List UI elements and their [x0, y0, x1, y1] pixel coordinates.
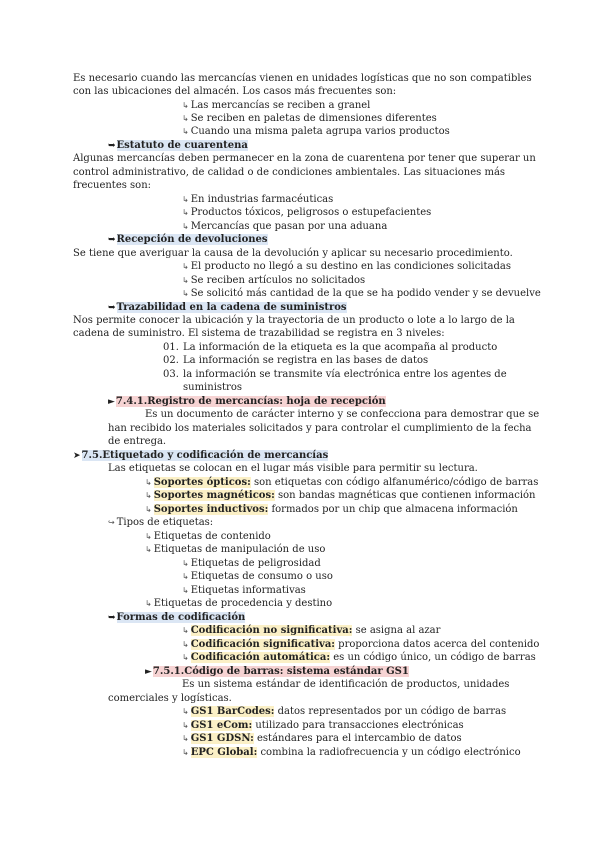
list-item: ↳ Soportes inductivos: formados por un chip que almacena información	[145, 504, 518, 515]
return-arrow-icon: ↳	[182, 653, 189, 662]
triangle-bullet-icon: ►	[145, 667, 152, 677]
return-arrow-icon: ↳	[182, 721, 189, 730]
return-arrow-icon: ↳	[182, 276, 189, 285]
return-arrow-icon: ↳	[182, 586, 189, 595]
paragraph-line: Las etiquetas se colocan en el lugar más visible para permitir su lectura.	[108, 463, 478, 474]
list-item: ↳ GS1 eCom: utilizado para transacciones electrónicas	[182, 720, 464, 731]
return-arrow-icon: ↳	[182, 626, 189, 635]
paragraph-line: comerciales y logísticas.	[108, 693, 232, 704]
return-arrow-icon: ↳	[182, 640, 189, 649]
numbered-item: 02. La información se registra en las bases de datos	[163, 355, 429, 366]
return-arrow-icon: ↳	[182, 222, 189, 231]
list-item: ↳ GS1 GDSN: estándares para el intercambio de datos	[182, 733, 462, 744]
paragraph-line: Algunas mercancías deben permanecer en la zona de cuarentena por tener que superar un	[73, 153, 536, 164]
paragraph-line: cadena de suministro. El sistema de trazabilidad se registra en 3 niveles:	[73, 328, 445, 339]
arrow-bullet-icon: ➤	[73, 451, 81, 461]
section-heading: ➥Formas de codificación	[108, 612, 246, 623]
section-heading: ➥Recepción de devoluciones	[108, 234, 268, 245]
list-item: ↳ Cuando una misma paleta agrupa varios productos	[182, 126, 450, 137]
list-item: ↪ Tipos de etiquetas:	[108, 517, 214, 528]
hand-pointer-icon: ➥	[108, 141, 116, 151]
paragraph-line: control administrativo, de calidad o de condiciones ambientales. Las situaciones más	[73, 167, 506, 178]
triangle-bullet-icon: ►	[108, 397, 115, 407]
list-item: ↳ Etiquetas informativas	[182, 585, 306, 596]
return-arrow-icon: ↳	[182, 289, 189, 298]
list-item: ↳ Productos tóxicos, peligrosos o estupefacientes	[182, 207, 432, 218]
list-item: ↳ Se solicitó más cantidad de la que se ha podido vender y se devuelve	[182, 288, 541, 299]
numbered-item: 03. la información se transmite vía electrónica entre los agentes de	[163, 369, 507, 380]
paragraph-line: Es un documento de carácter interno y se confecciona para demostrar que se	[145, 409, 540, 420]
section-heading: ➥Trazabilidad en la cadena de suministros	[108, 302, 347, 313]
list-item: ↳ El producto no llegó a su destino en las condiciones solicitadas	[182, 261, 511, 272]
list-item: ↳ Codificación automática: es un código único, un código de barras	[182, 652, 536, 663]
list-item: ↳ Etiquetas de procedencia y destino	[145, 598, 333, 609]
return-arrow-icon: ↳	[145, 478, 152, 487]
return-arrow-icon: ↳	[182, 195, 189, 204]
list-item: ↳ EPC Global: combina la radiofrecuencia y un código electrónico	[182, 747, 521, 758]
return-arrow-icon: ↳	[182, 208, 189, 217]
list-item: ↳ Soportes ópticos: son etiquetas con código alfanumérico/código de barras	[145, 477, 539, 488]
paragraph-line: han recibido los materiales solicitados y para controlar el cumplimiento de la fecha	[108, 423, 532, 434]
return-arrow-icon: ↳	[145, 505, 152, 514]
subsection-heading: ►7.5.1.Código de barras: sistema estándar GS1	[145, 666, 409, 677]
list-item: ↳ Se reciben artículos no solicitados	[182, 275, 366, 286]
return-arrow-icon: ↳	[182, 262, 189, 271]
intro-paragraph-line-1: Es necesario cuando las mercancías vienen en unidades logísticas que no son compatibles	[73, 73, 532, 84]
return-arrow-icon: ↳	[182, 572, 189, 581]
hand-pointer-icon: ➥	[108, 303, 116, 313]
numbered-item-continuation: suministros	[183, 382, 242, 393]
list-item: ↳ Las mercancías se reciben a granel	[182, 100, 371, 111]
paragraph-line: Es un sistema estándar de identificación de productos, unidades	[182, 679, 510, 690]
hand-pointer-icon: ➥	[108, 613, 116, 623]
list-item: ↳ Codificación no significativa: se asigna al azar	[182, 625, 441, 636]
return-arrow-icon: ↳	[182, 559, 189, 568]
intro-paragraph-line-2: con las ubicaciones del almacén. Los casos más frecuentes son:	[73, 86, 397, 97]
list-item: ↳ Soportes magnéticos: son bandas magnéticas que contienen información	[145, 490, 536, 501]
list-item: ↳ Mercancías que pasan por una aduana	[182, 221, 388, 232]
return-arrow-icon: ↳	[182, 734, 189, 743]
subsection-heading: ►7.4.1.Registro de mercancías: hoja de recepción	[108, 396, 386, 407]
list-item: ↳ En industrias farmacéuticas	[182, 194, 334, 205]
list-item: ↳ Etiquetas de manipulación de uso	[145, 544, 326, 555]
numbered-item: 01. La información de la etiqueta es la que acompaña al producto	[163, 342, 498, 353]
list-item: ↳ Etiquetas de consumo o uso	[182, 571, 333, 582]
paragraph-line: Se tiene que averiguar la causa de la devolución y aplicar su necesario procedimiento.	[73, 248, 513, 259]
section-heading: ➤7.5.Etiquetado y codificación de mercancías	[73, 450, 329, 461]
return-arrow-icon: ↳	[182, 707, 189, 716]
return-arrow-icon: ↳	[182, 748, 189, 757]
return-arrow-icon: ↳	[145, 545, 152, 554]
paragraph-line: de entrega.	[108, 436, 167, 447]
return-arrow-icon: ↳	[182, 101, 189, 110]
list-item: ↳ Etiquetas de contenido	[145, 531, 271, 542]
curved-arrow-icon: ↪	[108, 518, 115, 527]
section-heading: ➥Estatuto de cuarentena	[108, 140, 248, 151]
paragraph-line: frecuentes son:	[73, 180, 152, 191]
list-item: ↳ GS1 BarCodes: datos representados por un código de barras	[182, 706, 507, 717]
return-arrow-icon: ↳	[145, 599, 152, 608]
return-arrow-icon: ↳	[145, 491, 152, 500]
list-item: ↳ Codificación significativa: proporciona datos acerca del contenido	[182, 639, 540, 650]
hand-pointer-icon: ➥	[108, 235, 116, 245]
paragraph-line: Nos permite conocer la ubicación y la trayectoria de un producto o lote a lo largo de la	[73, 315, 515, 326]
list-item: ↳ Etiquetas de peligrosidad	[182, 558, 321, 569]
list-item: ↳ Se reciben en paletas de dimensiones diferentes	[182, 113, 437, 124]
return-arrow-icon: ↳	[182, 127, 189, 136]
return-arrow-icon: ↳	[145, 532, 152, 541]
return-arrow-icon: ↳	[182, 114, 189, 123]
